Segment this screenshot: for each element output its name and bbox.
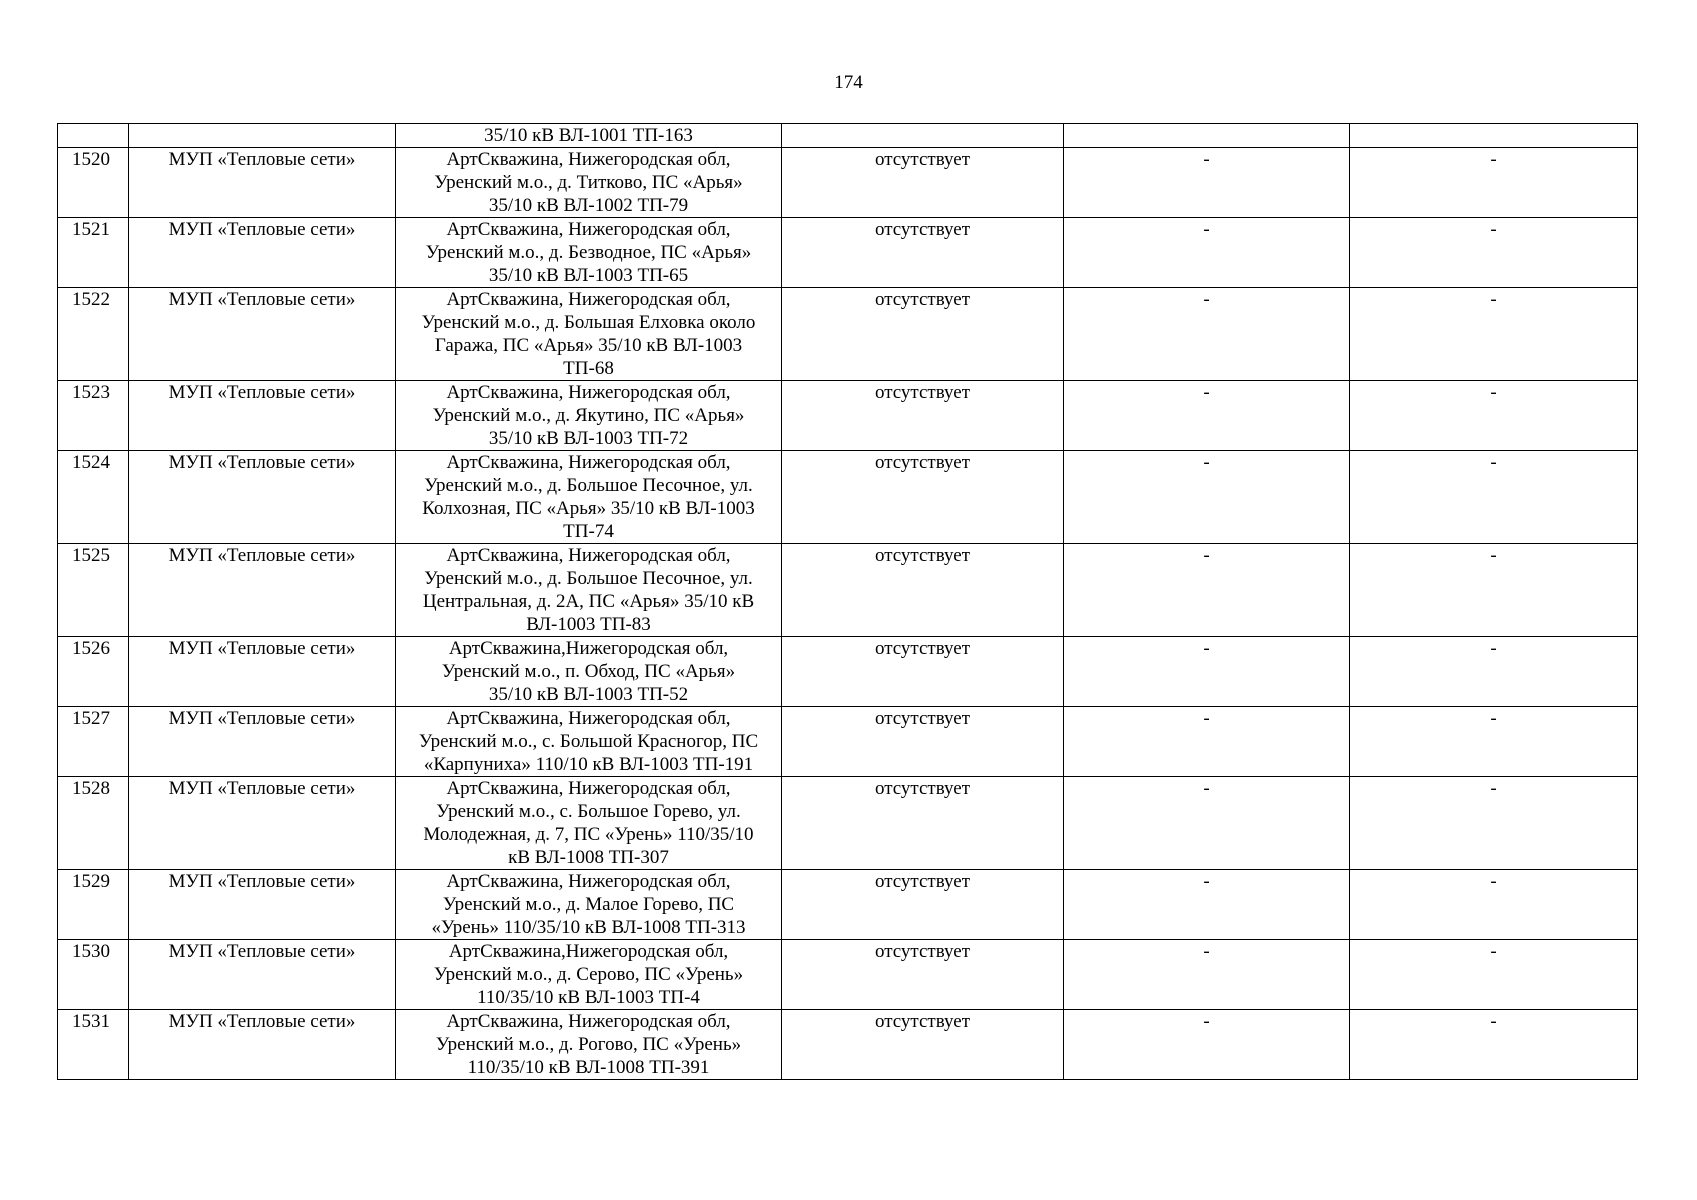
cell-col5: - <box>1064 870 1350 940</box>
cell-number: 1530 <box>58 940 129 1010</box>
cell-organization: МУП «Тепловые сети» <box>129 940 396 1010</box>
address-line: Центральная, д. 2А, ПС «Арья» 35/10 кВ <box>422 591 755 612</box>
address-line: 35/10 кВ ВЛ-1003 ТП-72 <box>488 428 689 449</box>
cell-status: отсутствует <box>782 148 1064 218</box>
address-line: Уренский м.о., с. Большой Красногор, ПС <box>418 731 759 752</box>
table-row <box>58 148 1638 218</box>
cell-organization: МУП «Тепловые сети» <box>129 870 396 940</box>
address-line: ТП-74 <box>563 521 614 542</box>
cell-number: 1520 <box>58 148 129 218</box>
address-line: АртСкважина,Нижегородская обл, <box>448 941 729 962</box>
cell-col6: - <box>1350 940 1638 1010</box>
cell-col6: - <box>1350 637 1638 707</box>
address-line: Молодежная, д. 7, ПС «Урень» 110/35/10 <box>423 824 754 845</box>
address-line: Уренский м.о., д. Рогово, ПС «Урень» <box>435 1034 742 1055</box>
cell-status: отсутствует <box>782 940 1064 1010</box>
cell-organization: МУП «Тепловые сети» <box>129 1010 396 1080</box>
address-line: кВ ВЛ-1008 ТП-307 <box>508 847 669 868</box>
address-line: 110/35/10 кВ ВЛ-1003 ТП-4 <box>477 987 700 1008</box>
cell-number: 1522 <box>58 288 129 381</box>
address-line: АртСкважина, Нижегородская обл, <box>446 708 731 729</box>
cell-col6 <box>1350 124 1638 148</box>
cell-address <box>396 1010 782 1080</box>
cell-organization: МУП «Тепловые сети» <box>129 777 396 870</box>
address-line: АртСкважина, Нижегородская обл, <box>446 219 731 240</box>
table-row <box>58 940 1638 1010</box>
cell-col5: - <box>1064 1010 1350 1080</box>
cell-col6: - <box>1350 777 1638 870</box>
cell-address <box>396 451 782 544</box>
cell-address <box>396 777 782 870</box>
address-line: АртСкважина, Нижегородская обл, <box>446 1011 731 1032</box>
cell-number: 1527 <box>58 707 129 777</box>
cell-number: 1525 <box>58 544 129 637</box>
address-line: Уренский м.о., д. Большое Песочное, ул. <box>424 568 753 589</box>
cell-status: отсутствует <box>782 544 1064 637</box>
cell-status: отсутствует <box>782 451 1064 544</box>
address-line: Уренский м.о., д. Серово, ПС «Урень» <box>433 964 744 985</box>
cell-number: 1524 <box>58 451 129 544</box>
address-line: Уренский м.о., д. Якутино, ПС «Арья» <box>432 405 745 426</box>
cell-col5: - <box>1064 707 1350 777</box>
page-number: 174 <box>834 72 863 93</box>
cell-organization: МУП «Тепловые сети» <box>129 451 396 544</box>
cell-col5: - <box>1064 544 1350 637</box>
table-row <box>58 218 1638 288</box>
cell-col5: - <box>1064 148 1350 218</box>
address-line: Колхозная, ПС «Арья» 35/10 кВ ВЛ-1003 <box>422 498 755 519</box>
address-line: АртСкважина, Нижегородская обл, <box>446 452 731 473</box>
cell-col5: - <box>1064 940 1350 1010</box>
cell-organization: МУП «Тепловые сети» <box>129 381 396 451</box>
cell-col5: - <box>1064 777 1350 870</box>
cell-address <box>396 870 782 940</box>
cell-address <box>396 637 782 707</box>
table-row <box>58 777 1638 870</box>
cell-number: 1528 <box>58 777 129 870</box>
cell-status: отсутствует <box>782 870 1064 940</box>
cell-col6: - <box>1350 544 1638 637</box>
address-line: 110/35/10 кВ ВЛ-1008 ТП-391 <box>467 1057 710 1078</box>
table-row <box>58 544 1638 637</box>
cell-status: отсутствует <box>782 637 1064 707</box>
cell-col5: - <box>1064 381 1350 451</box>
table-row <box>58 381 1638 451</box>
address-line: АртСкважина, Нижегородская обл, <box>446 778 731 799</box>
cell-number: 1529 <box>58 870 129 940</box>
cell-status: отсутствует <box>782 707 1064 777</box>
cell-col5 <box>1064 124 1350 148</box>
cell-organization: МУП «Тепловые сети» <box>129 707 396 777</box>
address-line: Уренский м.о., д. Титково, ПС «Арья» <box>434 172 743 193</box>
cell-col6: - <box>1350 218 1638 288</box>
table-row-continuation <box>58 124 1638 148</box>
table-row <box>58 451 1638 544</box>
address-line: «Карпуниха» 110/10 кВ ВЛ-1003 ТП-191 <box>423 754 754 775</box>
address-line: АртСкважина, Нижегородская обл, <box>446 289 731 310</box>
cell-address <box>396 381 782 451</box>
cell-number: 1521 <box>58 218 129 288</box>
cell-address <box>396 940 782 1010</box>
cell-col6: - <box>1350 707 1638 777</box>
cell-col5: - <box>1064 288 1350 381</box>
cell-col5: - <box>1064 218 1350 288</box>
cell-col6: - <box>1350 288 1638 381</box>
cell-address <box>396 148 782 218</box>
cell-number: 1526 <box>58 637 129 707</box>
address-line: АртСкважина, Нижегородская обл, <box>446 149 731 170</box>
cell-status: отсутствует <box>782 218 1064 288</box>
address-line: 35/10 кВ ВЛ-1002 ТП-79 <box>488 195 689 216</box>
cell-number <box>58 124 129 148</box>
cell-col5: - <box>1064 451 1350 544</box>
cell-organization: МУП «Тепловые сети» <box>129 218 396 288</box>
table-row <box>58 288 1638 381</box>
address-line: ВЛ-1003 ТП-83 <box>526 614 651 635</box>
table-row <box>58 870 1638 940</box>
table-row <box>58 637 1638 707</box>
cell-organization <box>129 124 396 148</box>
address-line: Уренский м.о., д. Большое Песочное, ул. <box>424 475 753 496</box>
cell-col6: - <box>1350 381 1638 451</box>
address-line: 35/10 кВ ВЛ-1003 ТП-65 <box>488 265 689 286</box>
table-body <box>58 124 1638 1080</box>
cell-status <box>782 124 1064 148</box>
registry-table <box>57 123 1638 1080</box>
cell-col5: - <box>1064 637 1350 707</box>
cell-status: отсутствует <box>782 288 1064 381</box>
address-line: ТП-68 <box>563 358 614 379</box>
cell-organization: МУП «Тепловые сети» <box>129 637 396 707</box>
cell-address <box>396 218 782 288</box>
address-line: Гаража, ПС «Арья» 35/10 кВ ВЛ-1003 <box>434 335 743 356</box>
cell-address <box>396 707 782 777</box>
address-line: АртСкважина,Нижегородская обл, <box>448 638 729 659</box>
address-line: Уренский м.о., с. Большое Горево, ул. <box>436 801 741 822</box>
cell-address <box>396 288 782 381</box>
address-line: «Урень» 110/35/10 кВ ВЛ-1008 ТП-313 <box>431 917 746 938</box>
cell-address <box>396 544 782 637</box>
address-line: Уренский м.о., п. Обход, ПС «Арья» <box>441 661 736 682</box>
table-row <box>58 1010 1638 1080</box>
cell-col6: - <box>1350 870 1638 940</box>
cell-status: отсутствует <box>782 777 1064 870</box>
cell-organization: МУП «Тепловые сети» <box>129 148 396 218</box>
address-line: АртСкважина, Нижегородская обл, <box>446 545 731 566</box>
cell-col6: - <box>1350 451 1638 544</box>
table-row <box>58 707 1638 777</box>
cell-col6: - <box>1350 148 1638 218</box>
address-line: Уренский м.о., д. Большая Елховка около <box>421 312 756 333</box>
cell-number: 1523 <box>58 381 129 451</box>
cell-col6: - <box>1350 1010 1638 1080</box>
cell-address: 35/10 кВ ВЛ-1001 ТП-163 <box>396 124 782 148</box>
cell-status: отсутствует <box>782 381 1064 451</box>
address-line: Уренский м.о., д. Безводное, ПС «Арья» <box>425 242 752 263</box>
cell-organization: МУП «Тепловые сети» <box>129 288 396 381</box>
cell-organization: МУП «Тепловые сети» <box>129 544 396 637</box>
address-line: АртСкважина, Нижегородская обл, <box>446 871 731 892</box>
address-line: Уренский м.о., д. Малое Горево, ПС <box>442 894 735 915</box>
cell-status: отсутствует <box>782 1010 1064 1080</box>
address-line: АртСкважина, Нижегородская обл, <box>446 382 731 403</box>
address-line: 35/10 кВ ВЛ-1003 ТП-52 <box>488 684 689 705</box>
cell-number: 1531 <box>58 1010 129 1080</box>
